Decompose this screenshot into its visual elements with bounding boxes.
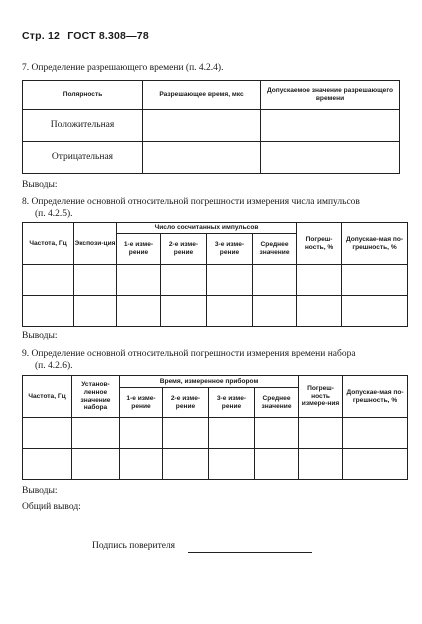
section-8-title-line2: (п. 4.2.5).	[35, 209, 73, 219]
conclusion-1: Выводы:	[22, 180, 58, 190]
table-cell[interactable]	[72, 418, 120, 449]
table-cell[interactable]	[72, 449, 120, 480]
table-cell[interactable]	[163, 418, 209, 449]
section-8-title-line1: 8. Определение основной относительной погрешности измерения числа импульсов	[22, 197, 360, 207]
section-7-title: 7. Определение разрешающего времени (п. 4.2.4).	[22, 63, 224, 73]
table-cell[interactable]	[117, 296, 161, 327]
table-cell[interactable]	[120, 449, 163, 480]
group-pulse-count: Число сосчитанных импульсов	[117, 223, 297, 234]
table-cell[interactable]	[255, 418, 299, 449]
conclusion-3: Выводы:	[22, 486, 58, 496]
table-cell[interactable]	[120, 418, 163, 449]
table-cell[interactable]	[207, 265, 253, 296]
table-cell[interactable]	[209, 449, 255, 480]
table-cell[interactable]	[161, 265, 207, 296]
table-cell[interactable]	[23, 296, 74, 327]
conclusion-2: Выводы:	[22, 331, 58, 341]
table-cell[interactable]	[343, 449, 408, 480]
table-cell[interactable]	[74, 296, 117, 327]
table-cell[interactable]	[74, 265, 117, 296]
table-cell[interactable]	[297, 296, 342, 327]
sub-col-measurement-1: 1-е изме-рение	[117, 234, 161, 265]
section-9-title-line1: 9. Определение основной относительной погрешности измерения времени набора	[22, 349, 356, 359]
sub-col-measurement-1: 1-е изме-рение	[120, 388, 163, 418]
table-cell[interactable]	[23, 418, 72, 449]
col-exposure: Экспози-ция	[74, 223, 117, 265]
table-cell[interactable]	[253, 296, 297, 327]
table-cell[interactable]	[23, 265, 74, 296]
col-resolving-time: Разрешающее время, мкс	[143, 81, 261, 110]
signature-label: Подпись поверителя	[92, 541, 176, 551]
sub-col-measurement-2: 2-е изме-рение	[163, 388, 209, 418]
sub-col-measurement-3: 3-е изме-рение	[207, 234, 253, 265]
table-cell[interactable]	[261, 142, 400, 174]
table-cell[interactable]	[209, 418, 255, 449]
col-measurement-error: Погреш-ность измере-ния	[299, 376, 343, 418]
col-frequency: Частота, Гц	[23, 376, 72, 418]
sub-col-measurement-2: 2-е изме-рение	[161, 234, 207, 265]
col-allowed-resolving-time: Допускаемое значение разрешающего времени	[261, 81, 400, 110]
count-time-table	[22, 375, 408, 480]
col-frequency: Частота, Гц	[23, 223, 74, 265]
table-cell[interactable]	[143, 142, 261, 174]
table-cell[interactable]	[299, 418, 343, 449]
table-cell[interactable]	[143, 110, 261, 142]
col-allowed-error: Допускае-мая по-грешность, %	[342, 223, 408, 265]
section-9-title-line2: (п. 4.2.6).	[35, 361, 73, 371]
page-number: Стр. 12	[22, 30, 61, 42]
table-cell[interactable]	[117, 265, 161, 296]
general-conclusion: Общий вывод:	[22, 502, 81, 512]
table-cell[interactable]	[261, 110, 400, 142]
group-measured-time: Время, измеренное прибором	[120, 376, 299, 388]
signature-line[interactable]	[188, 552, 312, 553]
table-cell[interactable]	[342, 265, 408, 296]
col-error: Погреш-ность, %	[297, 223, 342, 265]
table-cell[interactable]	[255, 449, 299, 480]
row-negative: Отрицательная	[23, 142, 143, 174]
sub-col-measurement-3: 3-е изме-рение	[209, 388, 255, 418]
col-polarity: Полярность	[23, 81, 143, 110]
resolving-time-table	[22, 80, 400, 174]
sub-col-average: Среднее значение	[253, 234, 297, 265]
pulse-count-table	[22, 222, 408, 327]
table-cell[interactable]	[23, 449, 72, 480]
standard-code: ГОСТ 8.308—78	[67, 30, 149, 42]
table-cell[interactable]	[342, 296, 408, 327]
table-cell[interactable]	[163, 449, 209, 480]
section-8-title	[22, 196, 407, 220]
sub-col-average: Среднее значение	[255, 388, 299, 418]
table-cell[interactable]	[161, 296, 207, 327]
table-cell[interactable]	[299, 449, 343, 480]
col-allowed-error: Допускае-мая по-грешность, %	[343, 376, 408, 418]
section-9-title	[22, 348, 407, 372]
table-cell[interactable]	[343, 418, 408, 449]
row-positive: Положительная	[23, 110, 143, 142]
table-cell[interactable]	[253, 265, 297, 296]
table-cell[interactable]	[297, 265, 342, 296]
page-header	[22, 30, 149, 42]
table-cell[interactable]	[207, 296, 253, 327]
col-set-value: Установ-ленное значение набора	[72, 376, 120, 418]
